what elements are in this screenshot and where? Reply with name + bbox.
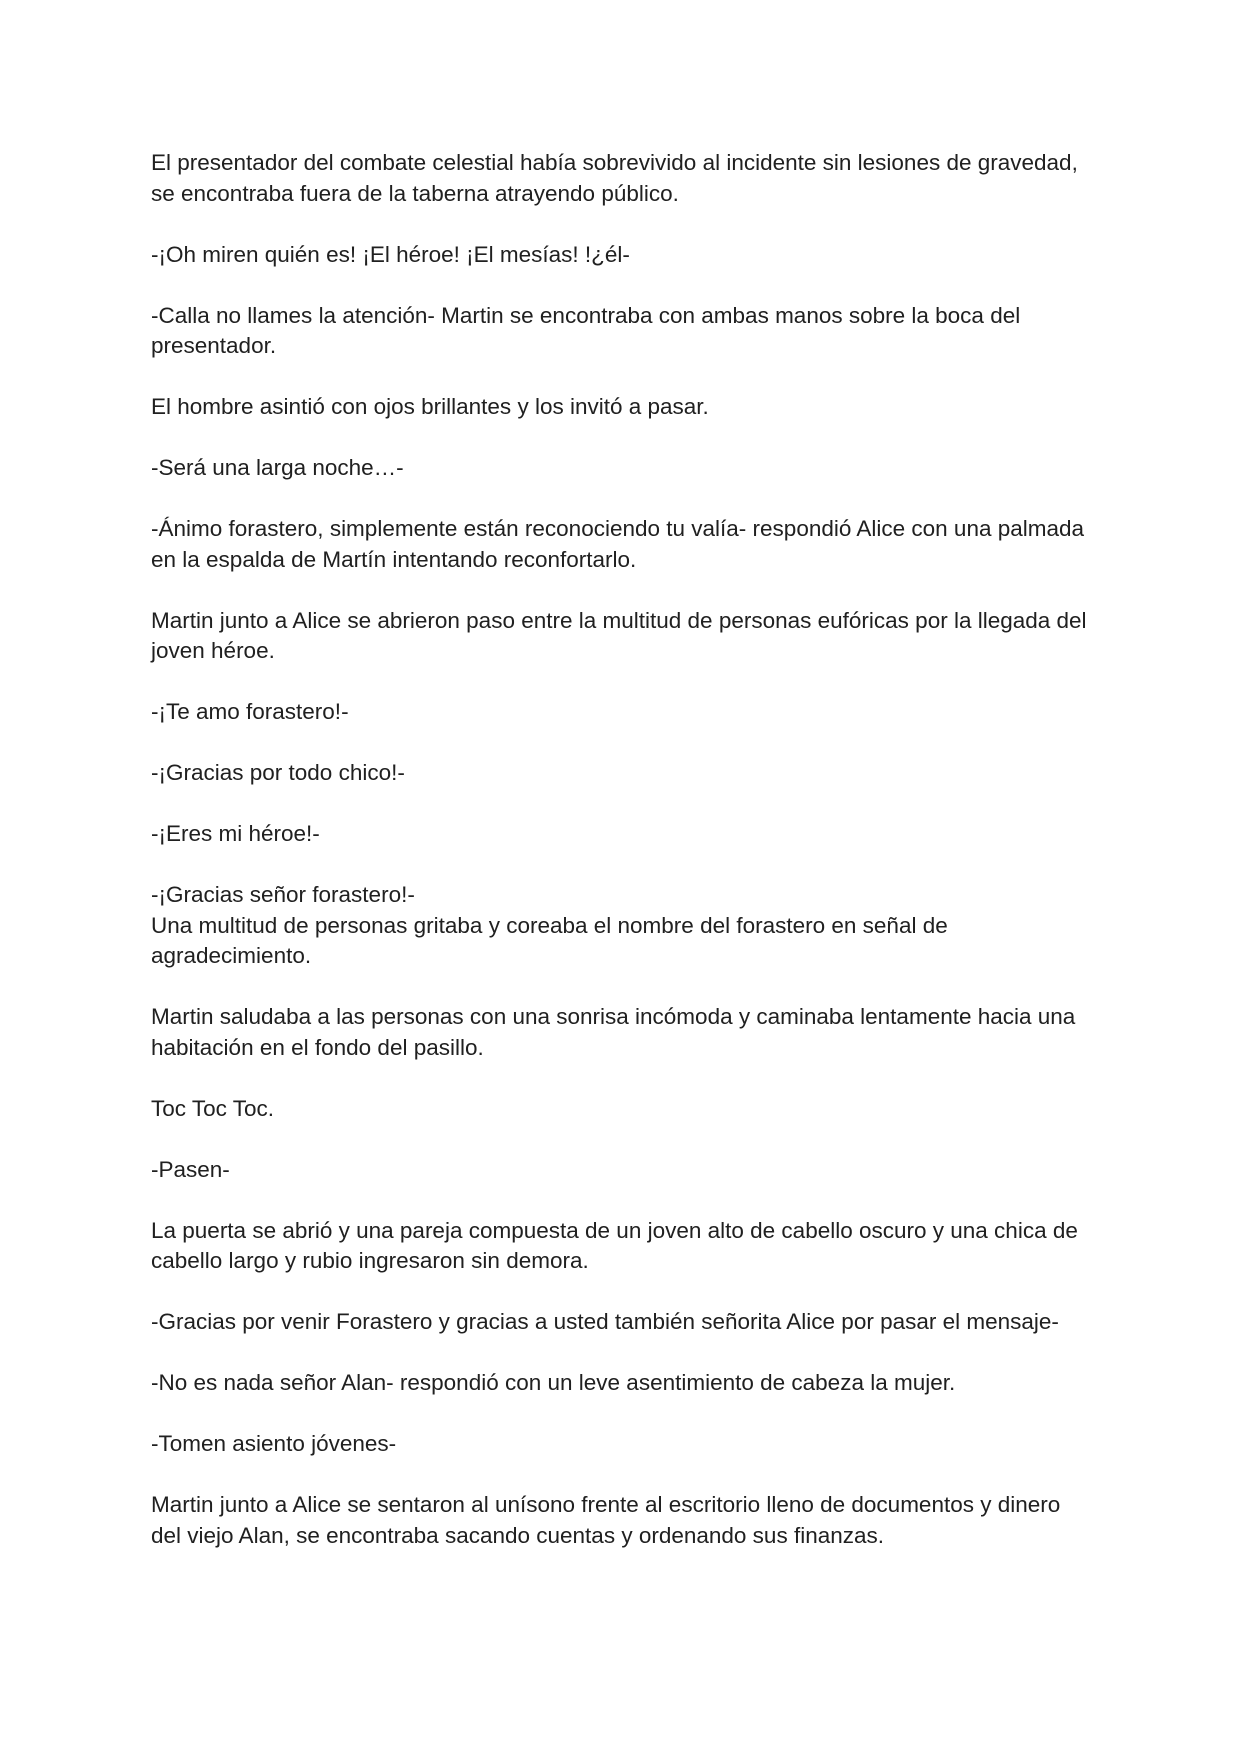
paragraph-12: Una multitud de personas gritaba y coreaba el nombre del forastero en señal de agradecimiento. (151, 912, 948, 968)
paragraph-19: -Tomen asiento jóvenes- (151, 1431, 397, 1456)
paragraph-13: Martin saludaba a las personas con una sonrisa incómoda y caminaba lentamente hacia una habitación en el fondo del pasillo. (151, 1004, 1076, 1060)
paragraph-6: -Ánimo forastero, simplemente están reconociendo tu valía- respondió Alice con una palmada en la espalda de Martín intentando reconfortarlo. (151, 516, 1085, 572)
document-body (151, 148, 1091, 1582)
paragraph-3: -Calla no llames la atención- Martin se encontraba con ambas manos sobre la boca del presentador. (151, 302, 1021, 358)
paragraph-8: -¡Te amo forastero!- (151, 699, 349, 724)
paragraph-4: El hombre asintió con ojos brillantes y los invitó a pasar. (151, 394, 709, 419)
paragraph-16: La puerta se abrió y una pareja compuesta de un joven alto de cabello oscuro y una chica de cabello largo y rubio ingresaron sin demora. (151, 1217, 1078, 1273)
paragraph-9: -¡Gracias por todo chico!- (151, 760, 405, 785)
paragraph-1: El presentador del combate celestial había sobrevivido al incidente sin lesiones de gravedad, se encontraba fuera de la taberna atrayendo público. (151, 150, 1078, 206)
paragraph-10: -¡Eres mi héroe!- (151, 821, 320, 846)
paragraph-17: -Gracias por venir Forastero y gracias a usted también señorita Alice por pasar el mensaje- (151, 1309, 1059, 1334)
paragraph-20: Martin junto a Alice se sentaron al unísono frente al escritorio lleno de documentos y dinero del viejo Alan, se encontraba sacando cuentas y ordenando sus finanzas. (151, 1492, 1061, 1548)
paragraph-14: Toc Toc Toc. (151, 1095, 274, 1121)
paragraph-5: -Será una larga noche…- (151, 455, 404, 480)
paragraph-11: -¡Gracias señor forastero!- (151, 882, 415, 907)
paragraph-7: Martin junto a Alice se abrieron paso entre la multitud de personas eufóricas por la llegada del joven héroe. (151, 607, 1087, 663)
paragraph-2: -¡Oh miren quién es! ¡El héroe! ¡El mesías! !¿él- (151, 241, 630, 267)
paragraph-15: -Pasen- (151, 1156, 230, 1182)
paragraph-18: -No es nada señor Alan- respondió con un leve asentimiento de cabeza la mujer. (151, 1370, 956, 1395)
